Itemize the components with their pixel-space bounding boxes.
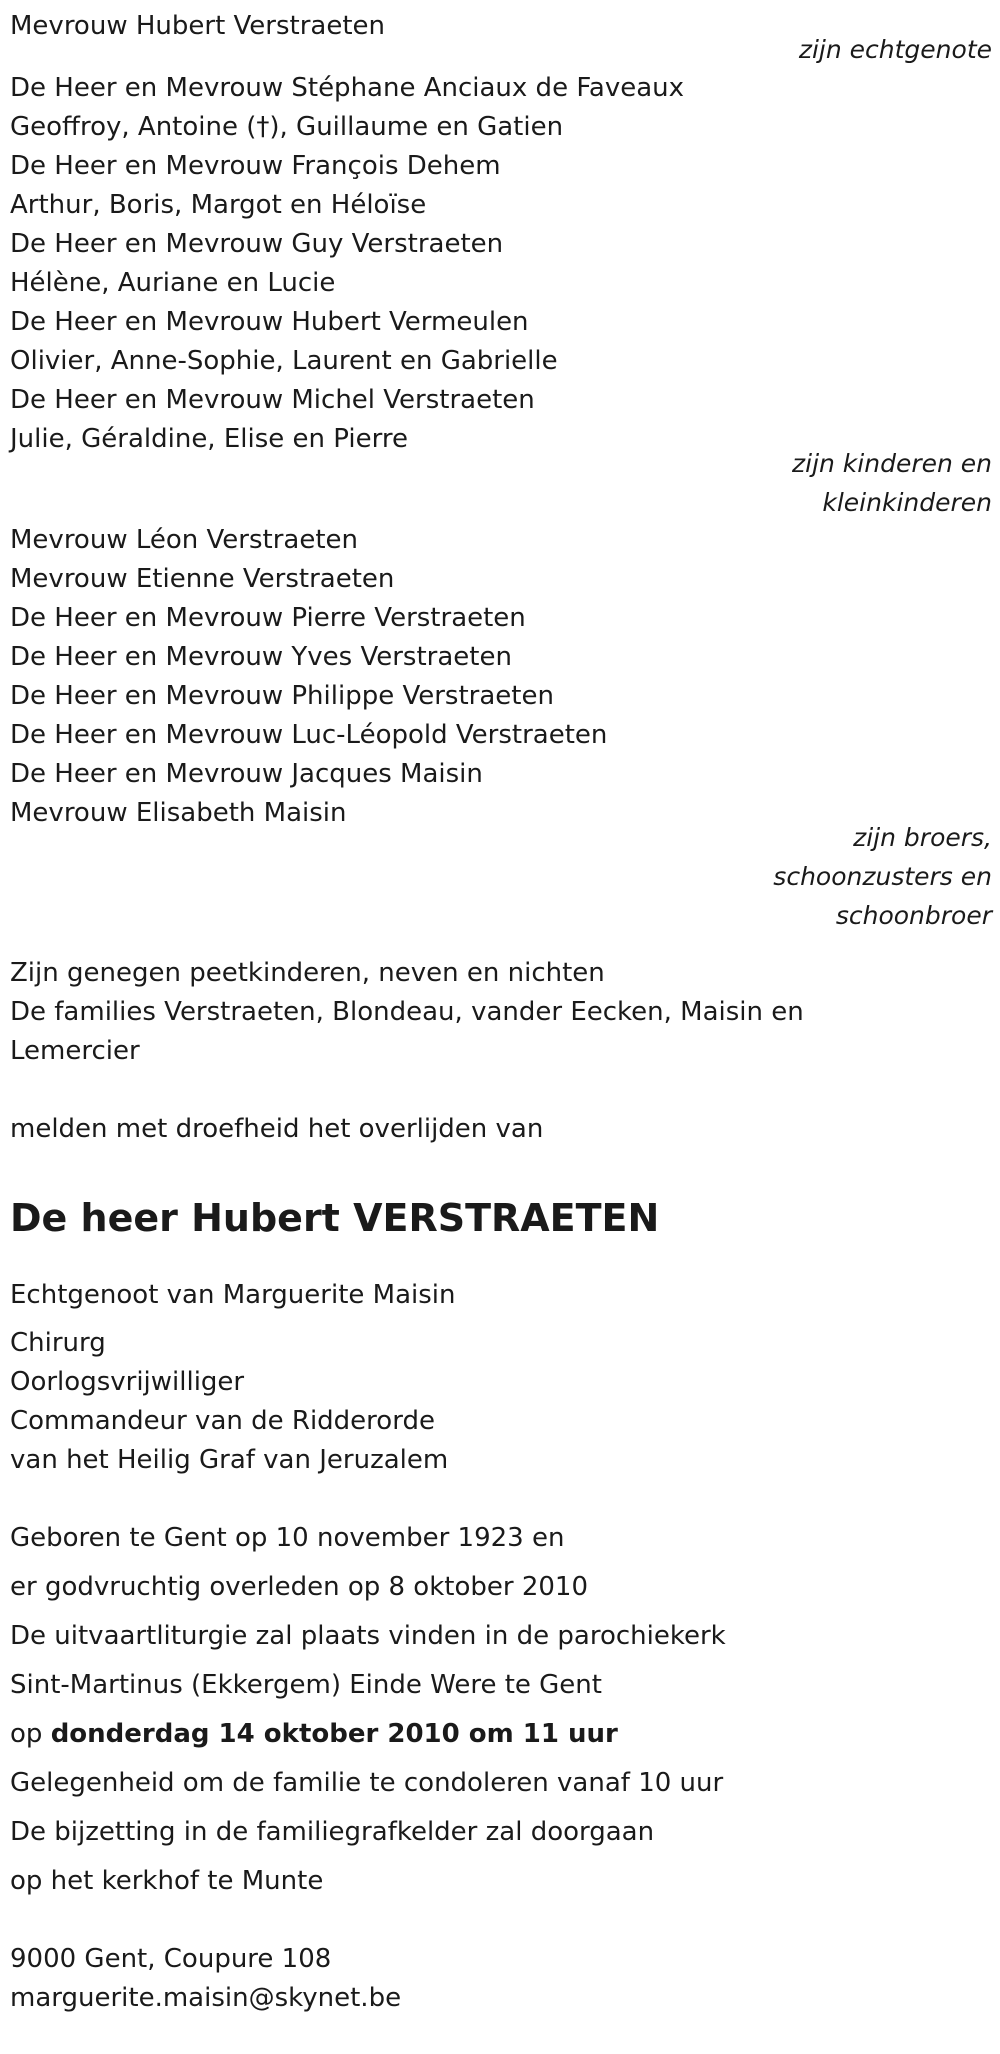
title-line: Commandeur van de Ridderorde: [10, 1406, 435, 1436]
spouse-of: Echtgenoot van Marguerite Maisin: [10, 1280, 456, 1310]
service-date: donderdag 14 oktober 2010 om 11 uur: [50, 1719, 618, 1749]
service-date-prefix: op: [10, 1719, 51, 1749]
burial-line: De bijzetting in de familiegrafkelder zal doorgaan: [10, 1817, 655, 1847]
sibling-line: Mevrouw Elisabeth Maisin: [10, 798, 347, 828]
death-line: er godvruchtig overleden op 8 oktober 2010: [10, 1572, 588, 1602]
children-role: kleinkinderen: [822, 488, 992, 517]
deceased-name: De heer Hubert VERSTRAETEN: [10, 1196, 660, 1240]
birth-line: Geboren te Gent op 10 november 1923 en: [10, 1523, 565, 1553]
children-line: De Heer en Mevrouw François Dehem: [10, 151, 501, 181]
liturgy-line: Sint-Martinus (Ekkergem) Einde Were te Gent: [10, 1670, 602, 1700]
children-line: Olivier, Anne-Sophie, Laurent en Gabrielle: [10, 346, 558, 376]
sibling-line: De Heer en Mevrouw Jacques Maisin: [10, 759, 483, 789]
sibling-line: De Heer en Mevrouw Pierre Verstraeten: [10, 603, 526, 633]
children-line: Julie, Géraldine, Elise en Pierre: [10, 424, 408, 454]
address: 9000 Gent, Coupure 108: [10, 1944, 332, 1974]
children-line: De Heer en Mevrouw Stéphane Anciaux de Faveaux: [10, 73, 685, 103]
relatives-line: Zijn genegen peetkinderen, neven en nichten: [10, 958, 605, 988]
title-line: Oorlogsvrijwilliger: [10, 1367, 245, 1397]
children-line: Geoffroy, Antoine (†), Guillaume en Gatien: [10, 112, 564, 142]
children-line: De Heer en Mevrouw Hubert Vermeulen: [10, 307, 529, 337]
children-line: De Heer en Mevrouw Michel Verstraeten: [10, 385, 535, 415]
children-role: zijn kinderen en: [792, 449, 992, 478]
service-date-line: [10, 1714, 618, 1754]
sibling-line: De Heer en Mevrouw Luc-Léopold Verstraeten: [10, 720, 608, 750]
relatives-line: De families Verstraeten, Blondeau, vander Eecken, Maisin en: [10, 997, 804, 1027]
burial-line: op het kerkhof te Munte: [10, 1866, 324, 1896]
children-line: Arthur, Boris, Margot en Héloïse: [10, 190, 427, 220]
relatives-line: Lemercier: [10, 1036, 140, 1066]
sibling-line: De Heer en Mevrouw Philippe Verstraeten: [10, 681, 554, 711]
email: marguerite.maisin@skynet.be: [10, 1983, 402, 2013]
title-line: Chirurg: [10, 1328, 106, 1358]
announcement: melden met droefheid het overlijden van: [10, 1114, 544, 1144]
children-line: De Heer en Mevrouw Guy Verstraeten: [10, 229, 504, 259]
children-line: Hélène, Auriane en Lucie: [10, 268, 336, 298]
spouse-role: zijn echtgenote: [798, 35, 992, 64]
condolence-line: Gelegenheid om de familie te condoleren vanaf 10 uur: [10, 1768, 724, 1798]
sibling-line: De Heer en Mevrouw Yves Verstraeten: [10, 642, 512, 672]
siblings-role: schoonzusters en: [773, 862, 992, 891]
title-line: van het Heilig Graf van Jeruzalem: [10, 1445, 449, 1475]
siblings-role: zijn broers,: [853, 823, 992, 852]
spouse-line: Mevrouw Hubert Verstraeten: [10, 11, 386, 41]
siblings-role: schoonbroer: [835, 901, 992, 930]
liturgy-line: De uitvaartliturgie zal plaats vinden in de parochiekerk: [10, 1621, 726, 1651]
sibling-line: Mevrouw Etienne Verstraeten: [10, 564, 395, 594]
sibling-line: Mevrouw Léon Verstraeten: [10, 525, 359, 555]
